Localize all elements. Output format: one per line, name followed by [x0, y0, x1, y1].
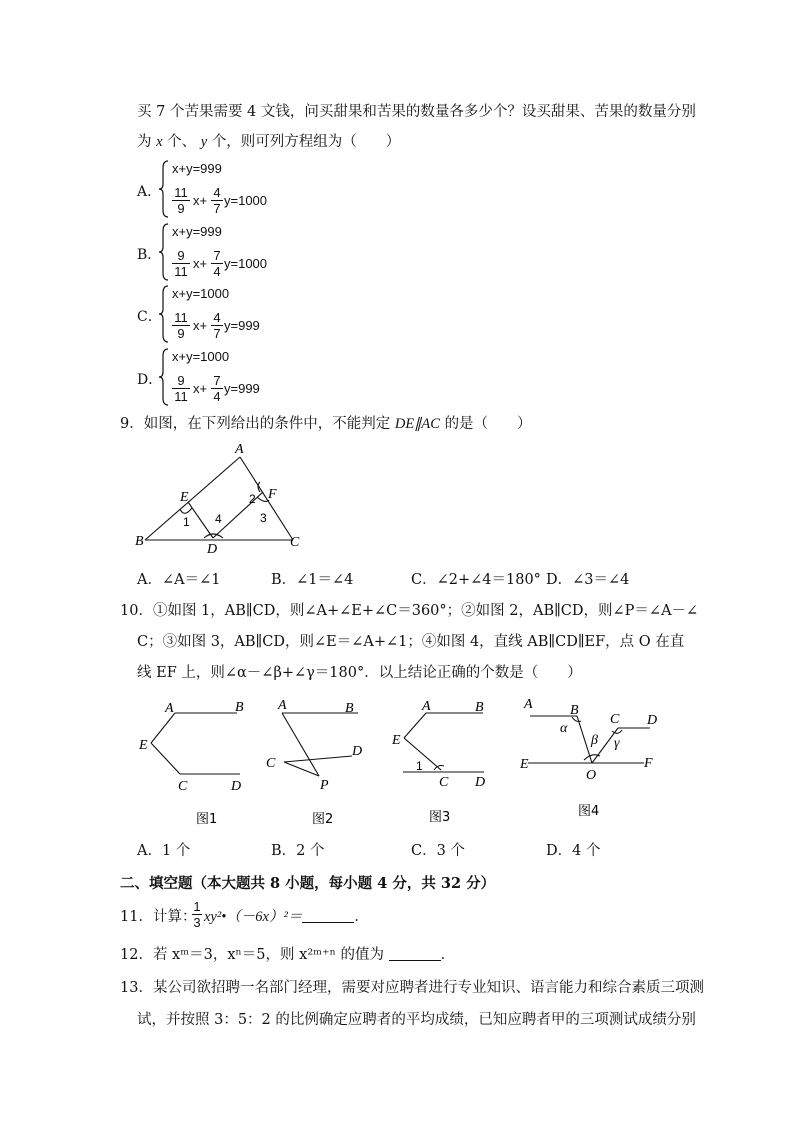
- label-D: D: [352, 744, 363, 759]
- segment-BA: [145, 457, 240, 540]
- equation-1: x+y=1000: [172, 349, 230, 364]
- fraction: $\frac{4}{7}$: [211, 310, 223, 341]
- option-label: A．: [137, 184, 162, 200]
- equation-2-mid: x+: [193, 256, 208, 271]
- equation-1: x+y=999: [172, 224, 222, 239]
- label-E: E: [392, 733, 401, 748]
- equation-1: x+y=999: [172, 161, 222, 176]
- answer-blank[interactable]: [389, 946, 441, 961]
- figure-caption: 图1: [196, 812, 218, 827]
- q11-prefix: 11．计算：: [120, 909, 197, 925]
- q9-option-d[interactable]: D．∠3＝∠4: [546, 572, 630, 588]
- label-E: E: [180, 490, 189, 505]
- label-A: A: [524, 697, 533, 712]
- angle-1-arc: [180, 508, 192, 513]
- label-F: F: [644, 756, 653, 771]
- label-beta: β: [591, 733, 598, 748]
- segment-AC: [240, 457, 293, 540]
- q8-stem-line2: 为 x 个、 y 个，则可列方程组为（ ）: [137, 134, 401, 150]
- label-D: D: [647, 713, 658, 728]
- label-C: C: [439, 775, 449, 790]
- label-O: O: [586, 768, 597, 783]
- brace-icon: [158, 160, 170, 218]
- section-title: 二、填空题（本大题共 8 小题，每小题 4 分，共 32 分）: [120, 875, 496, 892]
- label-A: A: [165, 701, 174, 716]
- equation-2-tail: y=1000: [224, 256, 268, 271]
- equation-2-mid: x+: [193, 193, 208, 208]
- q10-option-a[interactable]: A．1 个: [137, 843, 191, 859]
- q8-stem-line1: 买 7 个苦果需要 4 文钱，问买甜果和苦果的数量各多少个？设买甜果、苦果的数量分别: [137, 104, 696, 120]
- q9-option-b[interactable]: B．∠1＝∠4: [271, 572, 354, 588]
- fraction: $\frac{11}{9}$: [172, 310, 190, 341]
- q10-figure-1: [134, 694, 254, 830]
- label-B: B: [345, 701, 354, 716]
- label-3: 3: [260, 511, 267, 525]
- figure-caption: 图2: [312, 812, 334, 827]
- label-alpha: α: [560, 721, 568, 736]
- label-D: D: [231, 779, 242, 794]
- q10-option-b[interactable]: B．2 个: [271, 843, 325, 859]
- q13-stem-line2: 试，并按照 3：5：2 的比例确定应聘者的平均成绩，已知应聘者甲的三项测试成绩分别: [137, 1012, 696, 1028]
- brace-icon: [158, 285, 170, 343]
- figure-caption: 图3: [429, 810, 451, 825]
- equation-2-mid: x+: [193, 381, 208, 396]
- label-4: 4: [215, 512, 222, 526]
- equation-2-mid: x+: [193, 318, 208, 333]
- label-P: P: [320, 778, 329, 793]
- option-label: D．: [137, 372, 163, 388]
- label-B: B: [235, 700, 244, 715]
- label-C: C: [266, 756, 276, 771]
- segment-ED: [188, 502, 213, 538]
- label-A: A: [278, 698, 287, 713]
- equation-2-tail: y=999: [224, 381, 260, 396]
- brace-icon: [158, 348, 170, 406]
- q10-stem-line3: 线 EF 上，则∠α－∠β+∠γ＝180°．以上结论正确的个数是（ ）: [137, 665, 582, 681]
- q10-stem-line2: C；③如图 3，AB∥CD，则∠E＝∠A+∠1；④如图 4，直线 AB∥CD∥EF，点 O 在直: [137, 634, 685, 650]
- fraction: $\frac{4}{7}$: [211, 185, 223, 216]
- label-E: E: [139, 738, 148, 753]
- q9-option-c[interactable]: C．∠2+∠4＝180°: [411, 572, 541, 588]
- q11-expression: xy²•（－6x）²＝ ．: [204, 909, 369, 925]
- q11-fraction: $\frac{1}{3}$: [193, 899, 201, 930]
- option-label: B．: [137, 247, 162, 263]
- q10-figure-3: [386, 694, 496, 830]
- q13-stem-line1: 13．某公司欲招聘一名部门经理，需要对应聘者进行专业知识、语言能力和综合素质三项测: [120, 980, 704, 996]
- equation-2-tail: y=999: [224, 318, 260, 333]
- q9-option-a[interactable]: A．∠A＝∠1: [137, 572, 221, 588]
- label-A: A: [422, 699, 431, 714]
- q10-option-c[interactable]: C．3 个: [411, 843, 465, 859]
- label-E: E: [520, 757, 529, 772]
- fraction: $\frac{9}{11}$: [172, 373, 190, 404]
- label-A: A: [235, 442, 244, 457]
- label-B: B: [475, 700, 484, 715]
- brace-icon: [158, 223, 170, 281]
- label-B: B: [570, 703, 579, 718]
- label-F: F: [268, 487, 277, 502]
- option-label: C．: [137, 309, 162, 325]
- figure-caption: 图4: [578, 804, 600, 819]
- answer-blank[interactable]: [302, 908, 354, 923]
- q10-figure-4: [512, 690, 672, 826]
- label-C: C: [610, 712, 620, 727]
- equation-1: x+y=1000: [172, 286, 230, 301]
- label-2: 2: [249, 492, 256, 506]
- fraction: $\frac{7}{4}$: [211, 373, 223, 404]
- q12-stem: 12．若 xᵐ＝3，xⁿ＝5，则 x²ᵐ⁺ⁿ 的值为 ．: [120, 947, 456, 963]
- label-D: D: [207, 542, 218, 557]
- q9-stem: 9．如图，在下列给出的条件中，不能判定 DE∥AC 的是（ ）: [120, 416, 532, 432]
- label-gamma: γ: [614, 736, 620, 751]
- label-D: D: [475, 775, 486, 790]
- label-1: 1: [416, 759, 423, 773]
- q10-option-d[interactable]: D．4 个: [546, 843, 601, 859]
- fraction: $\frac{11}{9}$: [172, 185, 190, 216]
- q10-stem-line1: 10．①如图 1，AB∥CD，则∠A+∠E+∠C＝360°；②如图 2，AB∥CD，则∠P＝∠A－∠: [120, 603, 699, 619]
- label-B: B: [135, 534, 144, 549]
- fraction: $\frac{7}{4}$: [211, 248, 223, 279]
- label-C: C: [290, 535, 300, 550]
- label-1: 1: [183, 515, 190, 529]
- equation-2-tail: y=1000: [224, 193, 268, 208]
- q10-figure-2: [262, 694, 372, 830]
- fraction: $\frac{9}{11}$: [172, 248, 190, 279]
- label-C: C: [178, 779, 188, 794]
- q9-triangle-figure: [130, 440, 330, 558]
